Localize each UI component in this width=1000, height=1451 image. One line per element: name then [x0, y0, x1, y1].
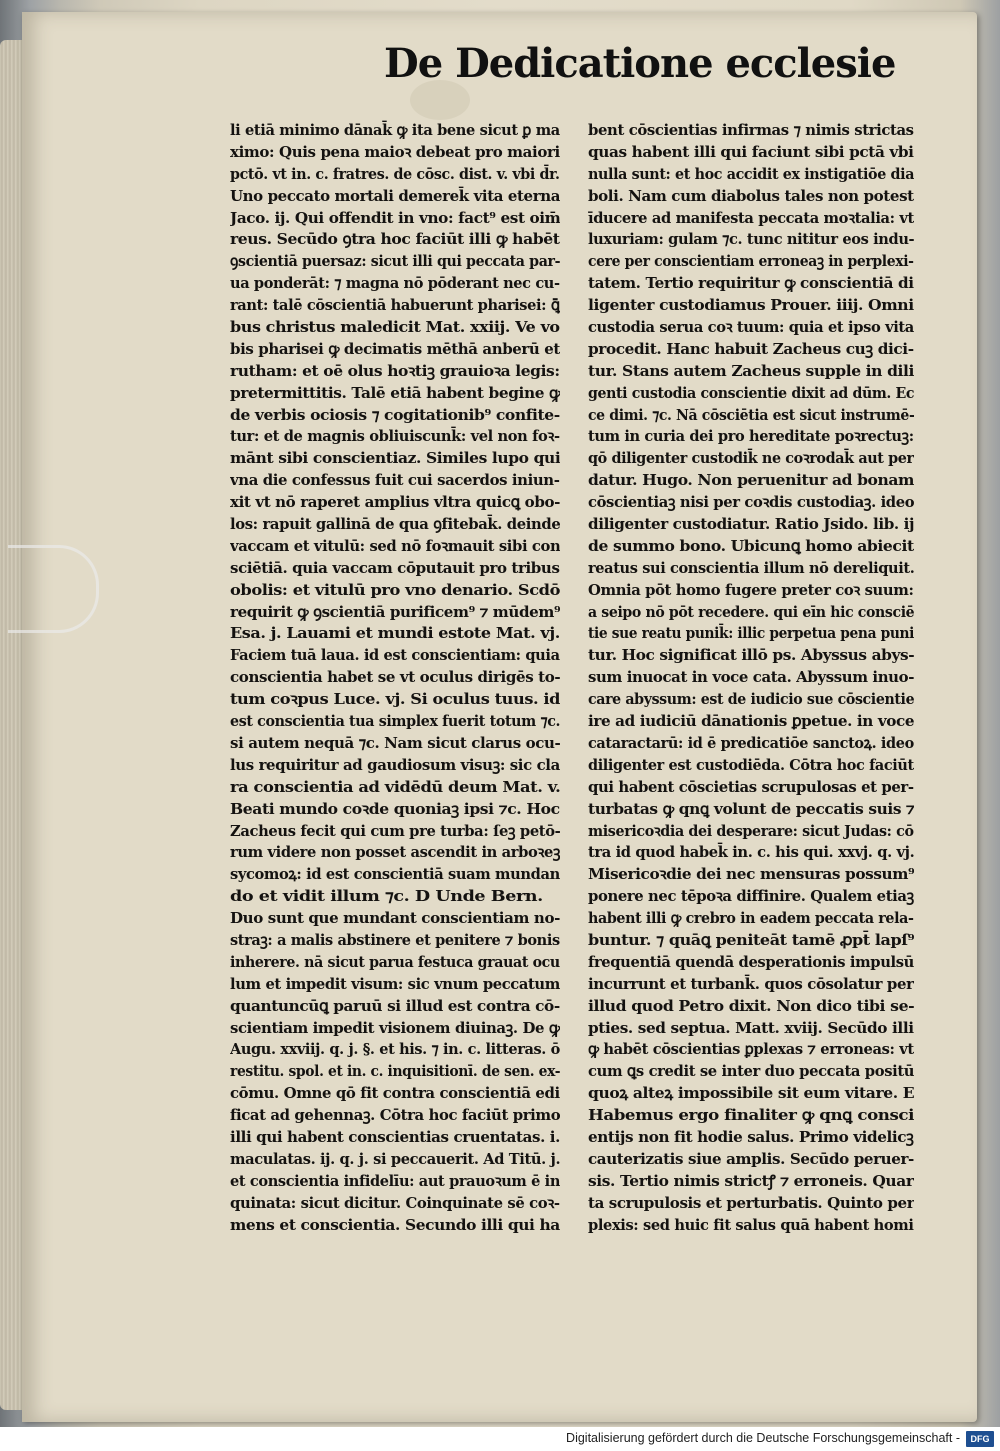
- text-line: Habemus ergo finaliter ꝙ qnꝗ consci: [588, 1106, 914, 1125]
- text-line: reus. Secūdo ꝯtra hoc faciūt illi ꝙ habēt: [230, 230, 560, 249]
- text-line: tatem. Tertio requiritur ꝙ conscientiā di: [588, 274, 914, 293]
- text-line: cataractarū: id ē predicatiōe sanctoꝝ. ideo: [588, 733, 914, 752]
- text-line: Zacheus fecit qui cum pre turba: ſeꝫ petō-: [230, 821, 560, 840]
- text-line: cere per conscientiam erroneaꝫ in perplexi-: [588, 252, 914, 271]
- text-line: genti custodia conscientie dixit ad dūm. Ec: [588, 383, 914, 402]
- text-line: scientiam impedit visionem diuinaꝫ. De ꝙ: [230, 1018, 560, 1037]
- text-line: si autem nequā ⁊c. Nam sicut clarus ocu-: [230, 733, 560, 752]
- text-line: maculatas. ij. q. j. si peccauerit. Ad Titū. j.: [230, 1149, 560, 1168]
- text-line: ire ad iudiciū dānationis ꝑpetue. in voce: [588, 712, 914, 731]
- text-line: entijs non fit hodie salus. Primo videlicꝫ: [588, 1127, 914, 1146]
- text-line: lus requiritur ad gaudiosum visuꝫ: sic cla: [230, 755, 560, 774]
- text-column-right: [588, 120, 914, 1236]
- text-line: rum videre non posset ascendit in arboꝛeꝫ: [230, 843, 560, 862]
- text-line: pties. sed septua. Matt. xviij. Secūdo illi: [588, 1018, 914, 1037]
- text-line: tum coꝛpus Luce. vj. Si oculus tuus. id: [230, 690, 560, 709]
- text-line: los: rapuit gallinā de qua ꝯfitebak̄. deinde: [230, 515, 560, 534]
- text-line: qui habent cōscietias scrupulosas et per-: [588, 777, 914, 796]
- text-line: Uno peccato mortali demerek̄ vita eterna: [230, 186, 560, 205]
- text-line: care abyssum: est de iudicio sue cōscientie: [588, 690, 914, 709]
- text-line: reatus sui conscientia illum nō dereliquit.: [588, 558, 914, 577]
- text-line: requirit ꝙ ꝯscientiā purificem⁹ ⁊ mūdem⁹: [230, 602, 560, 621]
- text-line: Augu. xxviij. q. j. §. et his. ⁊ in. c. litteras. ō: [230, 1040, 560, 1059]
- text-line: xit vt nō raperet amplius vltra quicꝗ obo-: [230, 493, 560, 512]
- dfg-logo: DFG: [966, 1431, 994, 1447]
- text-line: misericoꝛdia dei desperare: sicut Judas: cō: [588, 821, 914, 840]
- footer-credit: Digitalisierung gefördert durch die Deutsche Forschungsgemeinschaft -: [566, 1431, 960, 1445]
- text-line: Beati mundo coꝛde quoniaꝫ ipsi ⁊c. Hoc: [230, 799, 560, 818]
- text-line: sycomoꝝ: id est conscientiā suam mundan: [230, 865, 560, 884]
- text-line: luxuriam: gulam ⁊c. tunc nititur eos indu-: [588, 230, 914, 249]
- text-line: obolis: et vitulū pro vno denario. Scdō: [230, 580, 560, 599]
- text-line: nulla sunt: et hoc accidit ex instigatiōe dia: [588, 164, 914, 183]
- text-line: illi qui habent conscientias cruentatas. i.: [230, 1127, 560, 1146]
- text-line: Misericoꝛdie dei nec mensuras possum⁹: [588, 865, 914, 884]
- text-line: tie sue reatu punik̄: illic perpetua pena puni: [588, 624, 914, 643]
- text-line: inherere. nā sicut parua festuca grauat ocu: [230, 952, 560, 971]
- text-line: bus christus maledicit Mat. xxiij. Ve vo: [230, 318, 560, 337]
- text-line: cōscientiaꝫ nisi per coꝛdis custodiaꝫ. ideo: [588, 493, 914, 512]
- text-line: tra id quod habek̄ in. c. his qui. xxvj. q. vj.: [588, 843, 914, 862]
- text-line: quinata: sicut dicitur. Coinquinate sē coꝛ-: [230, 1193, 560, 1212]
- text-line: sciētiā. quia vaccam cōputauit pro tribus: [230, 558, 560, 577]
- text-line: tur. Hoc significat illō ps. Abyssus abys-: [588, 646, 914, 665]
- text-line: Jaco. ij. Qui offendit in vno: fact⁹ est oim̄: [230, 208, 560, 227]
- text-line: quantuncūꝗ paruū si illud est contra cō-: [230, 996, 560, 1015]
- text-line: ficat ad gehennaꝫ. Cōtra hoc faciūt primo: [230, 1106, 560, 1125]
- text-line: a seipo nō pōt recedere. qui eīn hic consciē: [588, 602, 914, 621]
- text-line: ligenter custodiamus Prouer. iiij. Omni: [588, 296, 914, 315]
- text-line: sis. Tertio nimis strictꝭ ⁊ erroneis. Quar: [588, 1171, 914, 1190]
- text-line: incurrunt et turbank̄. quos cōsolatur per: [588, 974, 914, 993]
- text-line: procedit. Hanc habuit Zacheus cuꝫ dici-: [588, 339, 914, 358]
- text-line: frequentiā quendā desperationis impulsū: [588, 952, 914, 971]
- text-line: pctō. vt in. c. fratres. de cōsc. dist. v. vbi d̄r.: [230, 164, 560, 183]
- text-line: quas habent illi qui faciunt sibi pctā vbi: [588, 142, 914, 161]
- text-line: vna die confessus fuit cui sacerdos iniun-: [230, 471, 560, 490]
- text-line: bent cōscientias infirmas ⁊ nimis strictas: [588, 121, 914, 139]
- text-line: plexis: sed huic fit salus quā habent homi: [588, 1215, 914, 1234]
- text-line: habent illi ꝙ crebro in eadem peccata rela-: [588, 909, 914, 928]
- text-line: tum in curia dei pro hereditate poꝛrectuꝫ:: [588, 427, 914, 446]
- text-line: mens et conscientia. Secundo illi qui ha: [230, 1215, 560, 1234]
- text-line: est conscientia tua simplex fuerit totum ⁊c.: [230, 712, 560, 731]
- text-line: diligenter est custodiēda. Cōtra hoc faciūt: [588, 755, 914, 774]
- text-line: ꝙ habēt cōscientias ꝑplexas ⁊ erroneas: vt: [588, 1040, 914, 1059]
- text-line: do et vidit illum ⁊c. D Unde Bern.: [230, 887, 543, 906]
- digitization-footer: [0, 1427, 1000, 1451]
- text-line: buntur. ⁊ quāꝗ peniteāt tamē ꝓpt̄ lapſ⁹: [588, 930, 914, 949]
- text-line: conscientia habet se vt oculus dirigēs to-: [230, 668, 560, 687]
- text-line: tur: et de magnis obliuiscunk̄: vel non foꝛ-: [230, 427, 560, 446]
- text-line: de summo bono. Ubicunꝗ homo abiecit: [588, 536, 914, 555]
- text-line: ponere nec tēpoꝛa diffinire. Qualem etiaꝫ: [588, 887, 914, 906]
- text-line: restitu. spol. et in. c. inquisitionī. de sen. ex-: [230, 1062, 560, 1081]
- text-line: ꝯscientiā puersaz: sicut illi qui peccata par-: [230, 252, 560, 271]
- text-column-left: [230, 120, 560, 1236]
- text-line: li etiā minimo dānak̄ ꝙ ita bene sicut ꝑ ma: [230, 121, 560, 139]
- text-line: Esa. j. Lauami et mundi estote Mat. vj.: [230, 624, 560, 643]
- text-line: ta scrupulosis et perturbatis. Quinto per: [588, 1193, 914, 1212]
- text-line: bis pharisei ꝙ decimatis mēthā anberū et: [230, 339, 560, 358]
- text-line: cōmu. Omne qō fit contra conscientiā edi: [230, 1084, 560, 1103]
- text-line: de verbis ociosis ⁊ cogitationib⁹ confite-: [230, 405, 560, 424]
- paper-clip: [8, 545, 99, 633]
- text-line: cum ꝗs credit se inter duo peccata positū: [588, 1062, 914, 1081]
- text-line: cauterizatis siue amplis. Secūdo peruer-: [588, 1149, 914, 1168]
- page-title: De Dedicatione ecclesie: [384, 40, 896, 87]
- text-line: rant: talē cōscientiā habuerunt pharisei: ꝗ̄: [230, 296, 560, 315]
- text-line: vaccam et vitulū: sed nō foꝛmauit sibi con: [230, 536, 560, 555]
- text-line: custodia serua coꝛ tuum: quia et ipso vita: [588, 318, 914, 337]
- text-line: boli. Nam cum diabolus tales non potest: [588, 186, 914, 205]
- text-line: qō diligenter custodik̄ ne coꝛrodak̄ aut per: [588, 449, 914, 468]
- text-line: datur. Hugo. Non peruenitur ad bonam: [588, 471, 914, 490]
- text-line: pretermittitis. Talē etiā habent begine ꝙ: [230, 383, 560, 402]
- text-line: īducere ad manifesta peccata moꝛtalia: vt: [588, 208, 914, 227]
- text-line: Faciem tuā laua. id est conscientiam: quia: [230, 646, 560, 665]
- text-line: lum et impedit visum: sic vnum peccatum: [230, 974, 560, 993]
- text-line: Duo sunt que mundant conscientiam no-: [230, 909, 560, 928]
- text-line: rutham: et oē olus hoꝛtiꝫ grauioꝛa legis:: [230, 361, 560, 380]
- text-line: mānt sibi conscientiaz. Similes lupo qui: [230, 449, 560, 468]
- text-line: straꝫ: a malis abstinere et penitere ⁊ bonis: [230, 930, 560, 949]
- text-line: ce dimi. ⁊c. Nā cōsciētia est sicut instrumē-: [588, 405, 914, 424]
- text-line: turbatas ꝙ qnꝗ volunt de peccatis suis ⁊: [588, 799, 914, 818]
- text-line: diligenter custodiatur. Ratio Jsido. lib. ij: [588, 515, 914, 534]
- text-line: quoꝝ alteꝝ impossibile sit eum vitare. E: [588, 1084, 914, 1103]
- text-line: ua ponderāt: ⁊ magna nō pōderant nec cu-: [230, 274, 560, 293]
- text-line: ximo: Quis pena maioꝛ debeat pro maiori: [230, 142, 560, 161]
- text-line: sum inuocat in voce cata. Abyssum inuo-: [588, 668, 914, 687]
- text-line: Omnia pōt homo fugere preter coꝛ suum:: [588, 580, 914, 599]
- text-line: tur. Stans autem Zacheus supple in dili: [588, 361, 914, 380]
- text-line: ra conscientia ad vidēdū deum Mat. v.: [230, 777, 560, 796]
- text-line: et conscientia infidelīu: aut prauoꝛum ē in: [230, 1171, 560, 1190]
- text-line: illud quod Petro dixit. Non dico tibi se-: [588, 996, 914, 1015]
